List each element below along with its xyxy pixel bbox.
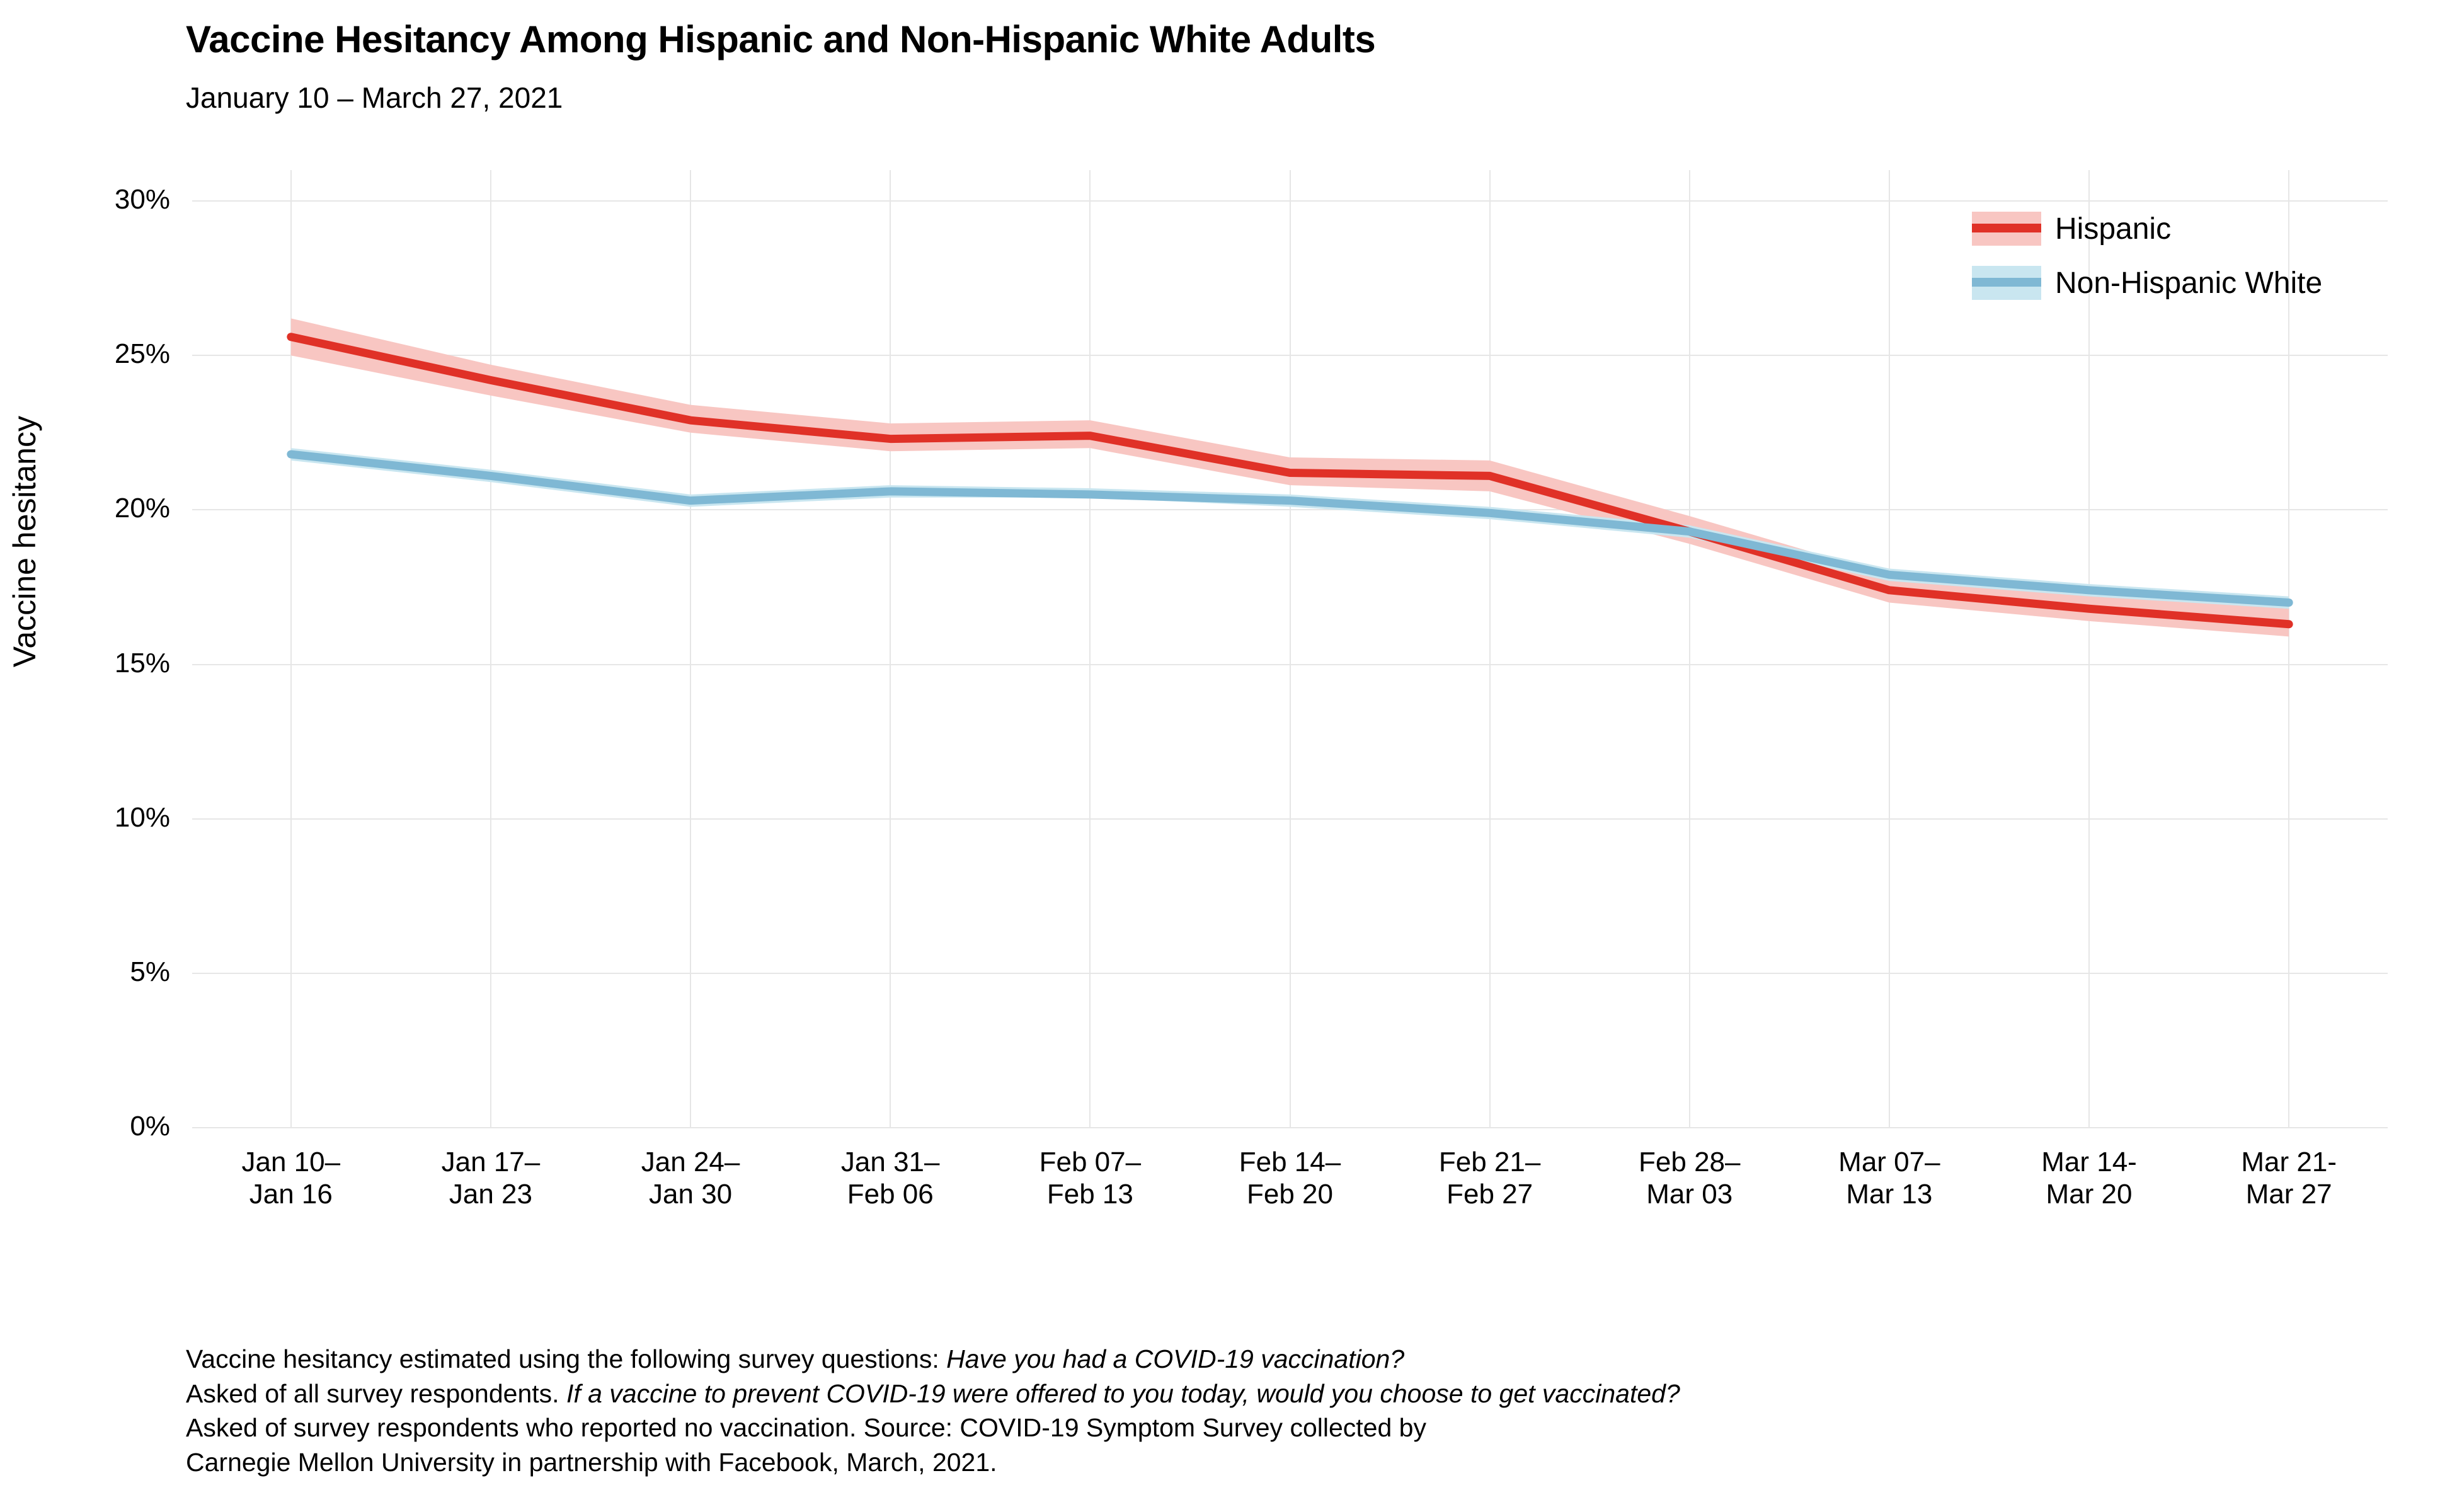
y-tick-label: 5% [130,956,170,987]
y-axis-title: Vaccine hesitancy [7,416,42,668]
legend-key-non-hispanic-white [1972,261,2041,305]
x-tick-label-line: Jan 31– [840,1147,940,1177]
caption-line-1-text: Vaccine hesitancy estimated using the following survey questions: [186,1344,947,1373]
y-tick-label: 15% [114,647,170,679]
x-tick-label-line: Feb 20 [1247,1178,1333,1210]
x-tick-label [1776,1147,2003,1210]
x-tick-label [377,1147,604,1210]
x-tick-label-line: Feb 07– [1039,1147,1142,1177]
x-tick-label [1177,1147,1404,1210]
caption-line-2-text: Asked of all survey respondents. [186,1378,566,1408]
legend-line-swatch [1972,278,2041,287]
legend-line-swatch [1972,224,2041,232]
x-tick-label-line: Jan 17– [441,1147,541,1177]
caption-line-3: Asked of survey respondents who reported no vaccination. Source: COVID-19 Symptom Survey collected by [186,1413,1426,1443]
y-tick-label: 30% [114,184,170,215]
legend-item-non-hispanic-white[interactable] [1972,256,2438,310]
x-tick-label [2175,1147,2402,1210]
x-tick-label [178,1147,404,1210]
page-title: Vaccine Hesitancy Among Hispanic and Non-Hispanic White Adults [186,18,1376,60]
caption-question-2: If a vaccine to prevent COVID-19 were offered to you today, would you choose to get vaccinated? [566,1378,1680,1408]
x-tick-label-line: Mar 27 [2245,1178,2332,1210]
page-subtitle: January 10 – March 27, 2021 [186,81,563,114]
x-tick-label-line: Jan 24– [641,1147,740,1177]
caption-line-2 [186,1377,2391,1411]
x-tick-label-line: Feb 21– [1438,1147,1541,1177]
x-tick-label-line: Feb 27 [1446,1178,1533,1210]
x-tick-label-line: Feb 28– [1639,1147,1741,1177]
x-tick-label-line: Mar 14- [2041,1147,2137,1177]
legend-label-non-hispanic-white: Non-Hispanic White [2055,266,2323,300]
caption-line-4: Carnegie Mellon University in partnership with Facebook, March, 2021. [186,1447,997,1477]
x-tick-label [1976,1147,2202,1210]
x-tick-label-line: Mar 20 [2046,1178,2133,1210]
x-tick-label-line: Jan 30 [649,1178,733,1210]
x-tick-label-line: Mar 21- [2241,1147,2337,1177]
x-tick-label [1377,1147,1603,1210]
x-tick-label-line: Feb 06 [847,1178,934,1210]
x-tick-label-line: Mar 07– [1838,1147,1940,1177]
y-tick-label: 0% [130,1111,170,1142]
caption [186,1342,2391,1479]
x-tick-label-line: Feb 13 [1046,1178,1133,1210]
legend-key-hispanic [1972,207,2041,251]
y-tick-label: 25% [114,338,170,370]
x-tick-label-line: Jan 10– [241,1147,341,1177]
plot-panel [192,170,2388,1128]
legend-label-hispanic: Hispanic [2055,212,2172,246]
x-tick-label-line: Feb 14– [1239,1147,1341,1177]
x-tick-label-line: Jan 23 [449,1178,532,1210]
y-tick-label: 10% [114,801,170,833]
x-tick-label [577,1147,804,1210]
x-tick-label-line: Jan 16 [249,1178,333,1210]
x-tick-label [777,1147,1004,1210]
caption-question-1: Have you had a COVID-19 vaccination? [946,1344,1405,1373]
x-tick-label-line: Mar 03 [1646,1178,1733,1210]
plot-svg [192,170,2388,1128]
confidence-band-hispanic [291,318,2289,636]
x-tick-label-line: Mar 13 [1846,1178,1933,1210]
caption-line-1 [186,1342,2391,1377]
legend-item-hispanic[interactable] [1972,202,2438,256]
x-tick-label [976,1147,1203,1210]
x-tick-label [1576,1147,1803,1210]
y-tick-label: 20% [114,493,170,524]
legend [1972,202,2438,310]
